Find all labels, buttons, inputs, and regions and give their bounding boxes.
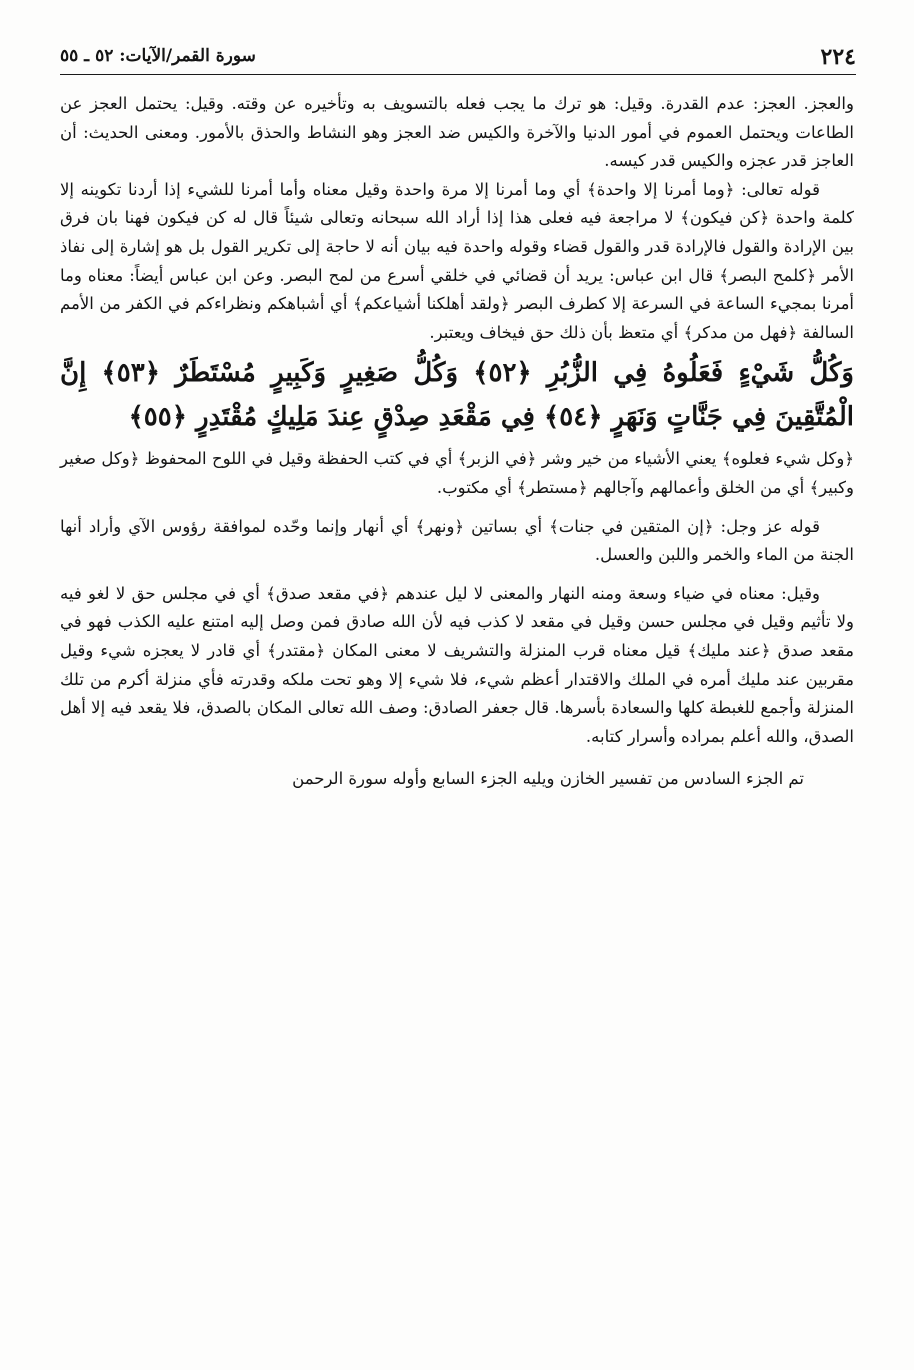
paragraph-muttaqin: قوله عز وجل: ﴿إن المتقين في جنات﴾ أي بساتين ﴿ونهر﴾ أي أنهار وإنما وحّده لموافقة رؤوس الآي وأراد أنها الجنة من الماء والخمر واللبن والعسل.	[60, 516, 854, 565]
quran-verse-block: وَكُلُّ شَيْءٍ فَعَلُوهُ فِي الزُّبُرِ ﴿٥٢﴾ وَكُلُّ صَغِيرٍ وَكَبِيرٍ مُسْتَطَرٌ ﴿٥٣﴾ إِنَّ الْمُتَّقِينَ فِي جَنَّاتٍ وَنَهَرٍ ﴿٥٤﴾ فِي مَقْعَدِ صِدْقٍ عِندَ مَلِيكٍ مُقْتَدِرٍ ﴿٥٥﴾	[60, 358, 854, 433]
running-title: سورة القمر/الآيات: ٥٢ ـ ٥٥	[60, 46, 256, 66]
paragraph-kull-shay: ﴿وكل شيء فعلوه﴾ يعني الأشياء من خير وشر ﴿في الزبر﴾ أي في كتب الحفظة وقيل في اللوح المحفوظ ﴿وكل صغير وكبير﴾ أي من الخلق وأعمالهم وآجالهم ﴿مستطر﴾ أي مكتوب.	[60, 449, 854, 497]
paragraph-maqad-sidq: وقيل: معناه في ضياء وسعة ومنه النهار والمعنى لا ليل عندهم ﴿في مقعد صدق﴾ أي في مجلس حق لا لغو فيه ولا تأثيم وقيل في مجلس حسن وقيل في مقعد لا كذب فيه لأن الله صادق فمن وصل إليه امتنع عليه الكذب فهو في مقعد صدق ﴿عند مليك﴾ قيل معناه قرب المنزلة والتشريف لا معنى المكان ﴿مقتدر﴾ أي قادر لا يعجزه شيء وقيل مقربين عند مليك أمره في الملك والاقتدار أعظم شيء، فلا شيء إلا وهو تحت ملكه وقدرته فأي منزلة أكرم من تلك المنزلة وأجمع للغبطة كلها والسعادة بأسرها. قال جعفر الصادق: وصف الله تعالى المكان بالصدق، فلا يقعد فيه إلا أهل الصدق، والله أعلم بمراده وأسرار كتابه.	[60, 583, 855, 746]
page-number: ٢٢٤	[820, 44, 856, 70]
body-text	[60, 90, 854, 794]
header-rule	[60, 74, 856, 75]
page-header	[60, 44, 856, 84]
paragraph-wama-amruna: قوله تعالى: ﴿وما أمرنا إلا واحدة﴾ أي وما أمرنا إلا مرة واحدة وقيل معناه وأما أمرنا للشيء إذا أردنا تكوينه إلا كلمة واحدة ﴿كن فيكون﴾ لا مراجعة فيه فعلى هذا إذا أراد الله سبحانه وتعالى شيئاً قال له كن فيكون فهنا بان فرق بين الإرادة والقول فالإرادة قدر والقول قضاء وقوله واحدة فيه بيان أنه لا حاجة إلى تكرير القول بل هو إشارة إلى نفاذ الأمر ﴿كلمح البصر﴾ قال ابن عباس: يريد أن قضائي في خلقي أسرع من لمح البصر. وعن ابن عباس أيضاً: معناه وما أمرنا بمجيء الساعة في السرعة إلا كطرف البصر ﴿ولقد أهلكنا أشياعكم﴾ أي أشباهكم ونظراءكم في الكفر من الأمم السالفة ﴿فهل من مدكر﴾ أي متعظ بأن ذلك حق فيخاف ويعتبر.	[60, 179, 854, 342]
closing-note: تم الجزء السادس من تفسير الخازن ويليه الجزء السابع وأوله سورة الرحمن	[292, 769, 804, 789]
paragraph-ajz-definition: والعجز. العجز: عدم القدرة. وقيل: هو ترك ما يجب فعله بالتسويف به وتأخيره عن وقته. وقيل: يحتمل العجز عن الطاعات ويحتمل العموم في أمور الدنيا والآخرة والكيس ضد العجز وهو النشاط والحذق بالأمور. ومعنى الحديث: أن العاجز قدر عجزه والكيس قدر كيسه.	[60, 94, 854, 171]
